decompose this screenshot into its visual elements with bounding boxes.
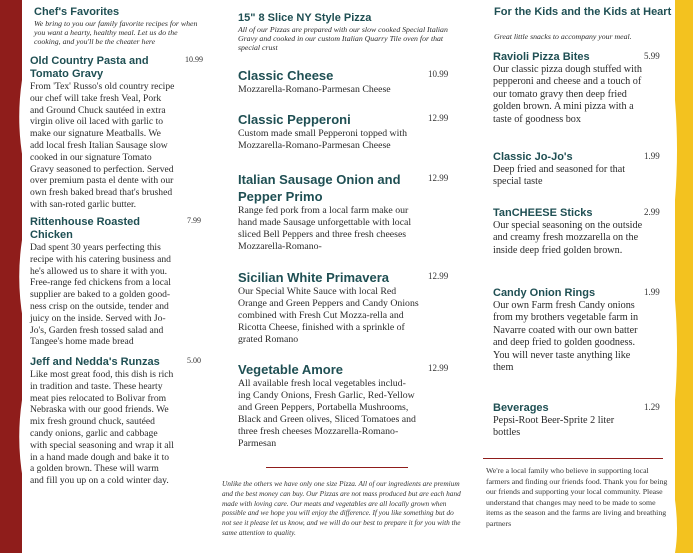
divider: [483, 458, 663, 459]
item-name: Rittenhouse Roasted Chicken: [30, 216, 141, 241]
right-decorative-band: [675, 0, 693, 553]
left-decorative-band: [0, 0, 22, 553]
left-wavy-edge: [0, 0, 30, 553]
item-description: Custom made small Pepperoni topped with Mozzarella-Romano-Parmesan Cheese: [238, 128, 407, 151]
item-name: Italian Sausage Onion and Pepper Primo: [238, 172, 401, 204]
item-price: 12.99: [428, 173, 449, 183]
item-price: 1.99: [644, 287, 660, 297]
item-description: From 'Tex' Russo's old country recipe our chef will take fresh Veal, Pork and Ground Chuck sautéed in extra virgin olive oil laced with garlic to make our signature Meatballs. We add local fresh Italian Sausage slow cooked in our signature Tomato Gravy seasoned to perfection. Served over premium pasta el dente with our own fresh baked bread that's brushed with san-roted garlic butter.: [30, 81, 175, 210]
item-price: 10.99: [185, 55, 203, 64]
item-name: Classic Cheese: [238, 68, 334, 83]
section-title: Chef's Favorites: [34, 6, 120, 18]
item-description: Our special seasoning on the outside and creamy fresh mozzarella on the inside deep fried golden brown.: [493, 220, 643, 256]
item-price: 1.29: [644, 402, 660, 412]
community-note: We're a local family who believe in supporting local farmers and finding our friends food. Thank you for being our friends and supporting your local community. Please understand that changes may need to be made to some items as the season and the farms are living and breathing partners: [486, 466, 668, 528]
section-subtitle: Great little snacks to accompany your meal.: [494, 32, 632, 41]
item-name: Jeff and Nedda's Runzas: [30, 356, 160, 368]
item-price: 1.99: [644, 151, 660, 161]
item-name: TanCHEESE Sticks: [493, 207, 593, 219]
item-name: Classic Jo-Jo's: [493, 151, 573, 163]
item-description: Our classic pizza dough stuffed with pepperoni and cheese and a touch of our tomato gravy then deep fried golden brown. A mini pizza with a taste of goodness box: [493, 64, 642, 125]
item-price: 2.99: [644, 207, 660, 217]
menu-item: [493, 287, 675, 374]
item-name: Ravioli Pizza Bites: [493, 51, 590, 63]
item-name: Candy Onion Rings: [493, 287, 596, 299]
menu-item: [30, 356, 208, 487]
item-price: 12.99: [428, 271, 449, 281]
item-description: Pepsi-Root Beer-Sprite 2 liter bottles: [493, 415, 615, 439]
item-description: Range fed pork from a local farm make our hand made Sausage unforgettable with local sliced Bell Peppers and three fresh cheeses Mozzarella-Romano-: [238, 205, 412, 252]
item-description: Deep fried and seasoned for that special taste: [493, 164, 626, 188]
item-price: 7.99: [187, 216, 201, 225]
menu-item: [238, 361, 456, 450]
item-name: Vegetable Amore: [238, 362, 344, 377]
item-price: 5.99: [644, 51, 660, 61]
item-description: Our own Farm fresh Candy onions from my brothers vegetable farm in Navarre coated with our own batter and deep fried to golden goodness. You will never taste anything like them: [493, 300, 639, 374]
menu-item: [493, 402, 675, 440]
menu-item: [30, 216, 208, 348]
section-subtitle: All of our Pizzas are prepared with our slow cooked Special Italian Gravy and cooked in our custom Italian Quarry Tile oven for that special crust: [238, 25, 448, 52]
item-name: Beverages: [493, 402, 549, 414]
item-price: 12.99: [428, 363, 449, 373]
menu-item: [493, 151, 675, 189]
item-price: 5.00: [187, 356, 201, 365]
item-description: Like most great food, this dish is rich in tradition and taste. These hearty meat pies relocated to Bolivar from Nebraska with our good friends. We mix fresh ground chuck, sautéed candy onions, garlic and cabbage with special seasoning and wrap it all in a hand made dough and bake it to a golden brown. These will warm and fill you up on a cold winter day.: [30, 369, 174, 487]
item-description: All available fresh local vegetables includ-ing Candy Onions, Fresh Garlic, Red-Yellow and Green Peppers, Portabella Mushrooms, Black and Green olives, Sliced Tomatoes and three fresh cheeses Mozzarella-Romano-Parmesan: [238, 378, 416, 449]
item-description: Dad spent 30 years perfecting this recipe with his catering business and he's allowed us to share it with you. Free-range fed chickens from a local supplier are baked to a golden good-ness crisp on the outside, tender and juicy on the inside. Served with Jo-Jo's, Garden fresh tossed salad and Tangee's home made bread: [30, 242, 171, 348]
menu-item: [238, 111, 456, 152]
menu-item: [493, 207, 675, 257]
menu-item: [493, 51, 675, 126]
divider: [266, 467, 408, 468]
section-title: 15" 8 Slice NY Style Pizza: [238, 12, 372, 24]
item-price: 12.99: [428, 113, 449, 123]
menu-item: [238, 67, 456, 96]
item-description: Our Special White Sauce with local Red Orange and Green Peppers and Candy Onions combined with Fresh Cut Mozza-rella and Ricotta Cheese, finished with a sprinkle of grated Romano: [238, 286, 419, 345]
item-price: 10.99: [428, 69, 449, 79]
menu-item: [238, 171, 456, 253]
item-name: Sicilian White Primavera: [238, 270, 390, 285]
item-description: Mozzarella-Romano-Parmesan Cheese: [238, 84, 391, 95]
section-subtitle: We bring to you our family favorite recipes for when you want a hearty, healthy meal. Let us do the cooking, and you'll be the cheater here: [34, 19, 198, 46]
item-name: Old Country Pasta and Tomato Gravy: [30, 55, 149, 80]
pizza-footnote: Unlike the others we have only one size Pizza. All of our ingredients are premium and the best money can buy. Our Pizzas are not mass produced but are each hand made with loving care. Our meats and vegetables are all locally grown when possible and we hope you will enjoy the difference. If you like something but do not see it please let us know, and we will do our best to prepare it for you with the same attention to quality.: [222, 479, 461, 537]
menu-item: [30, 55, 208, 211]
menu-item: [238, 269, 456, 346]
section-title: For the Kids and the Kids at Heart: [494, 6, 672, 18]
item-name: Classic Pepperoni: [238, 112, 351, 127]
